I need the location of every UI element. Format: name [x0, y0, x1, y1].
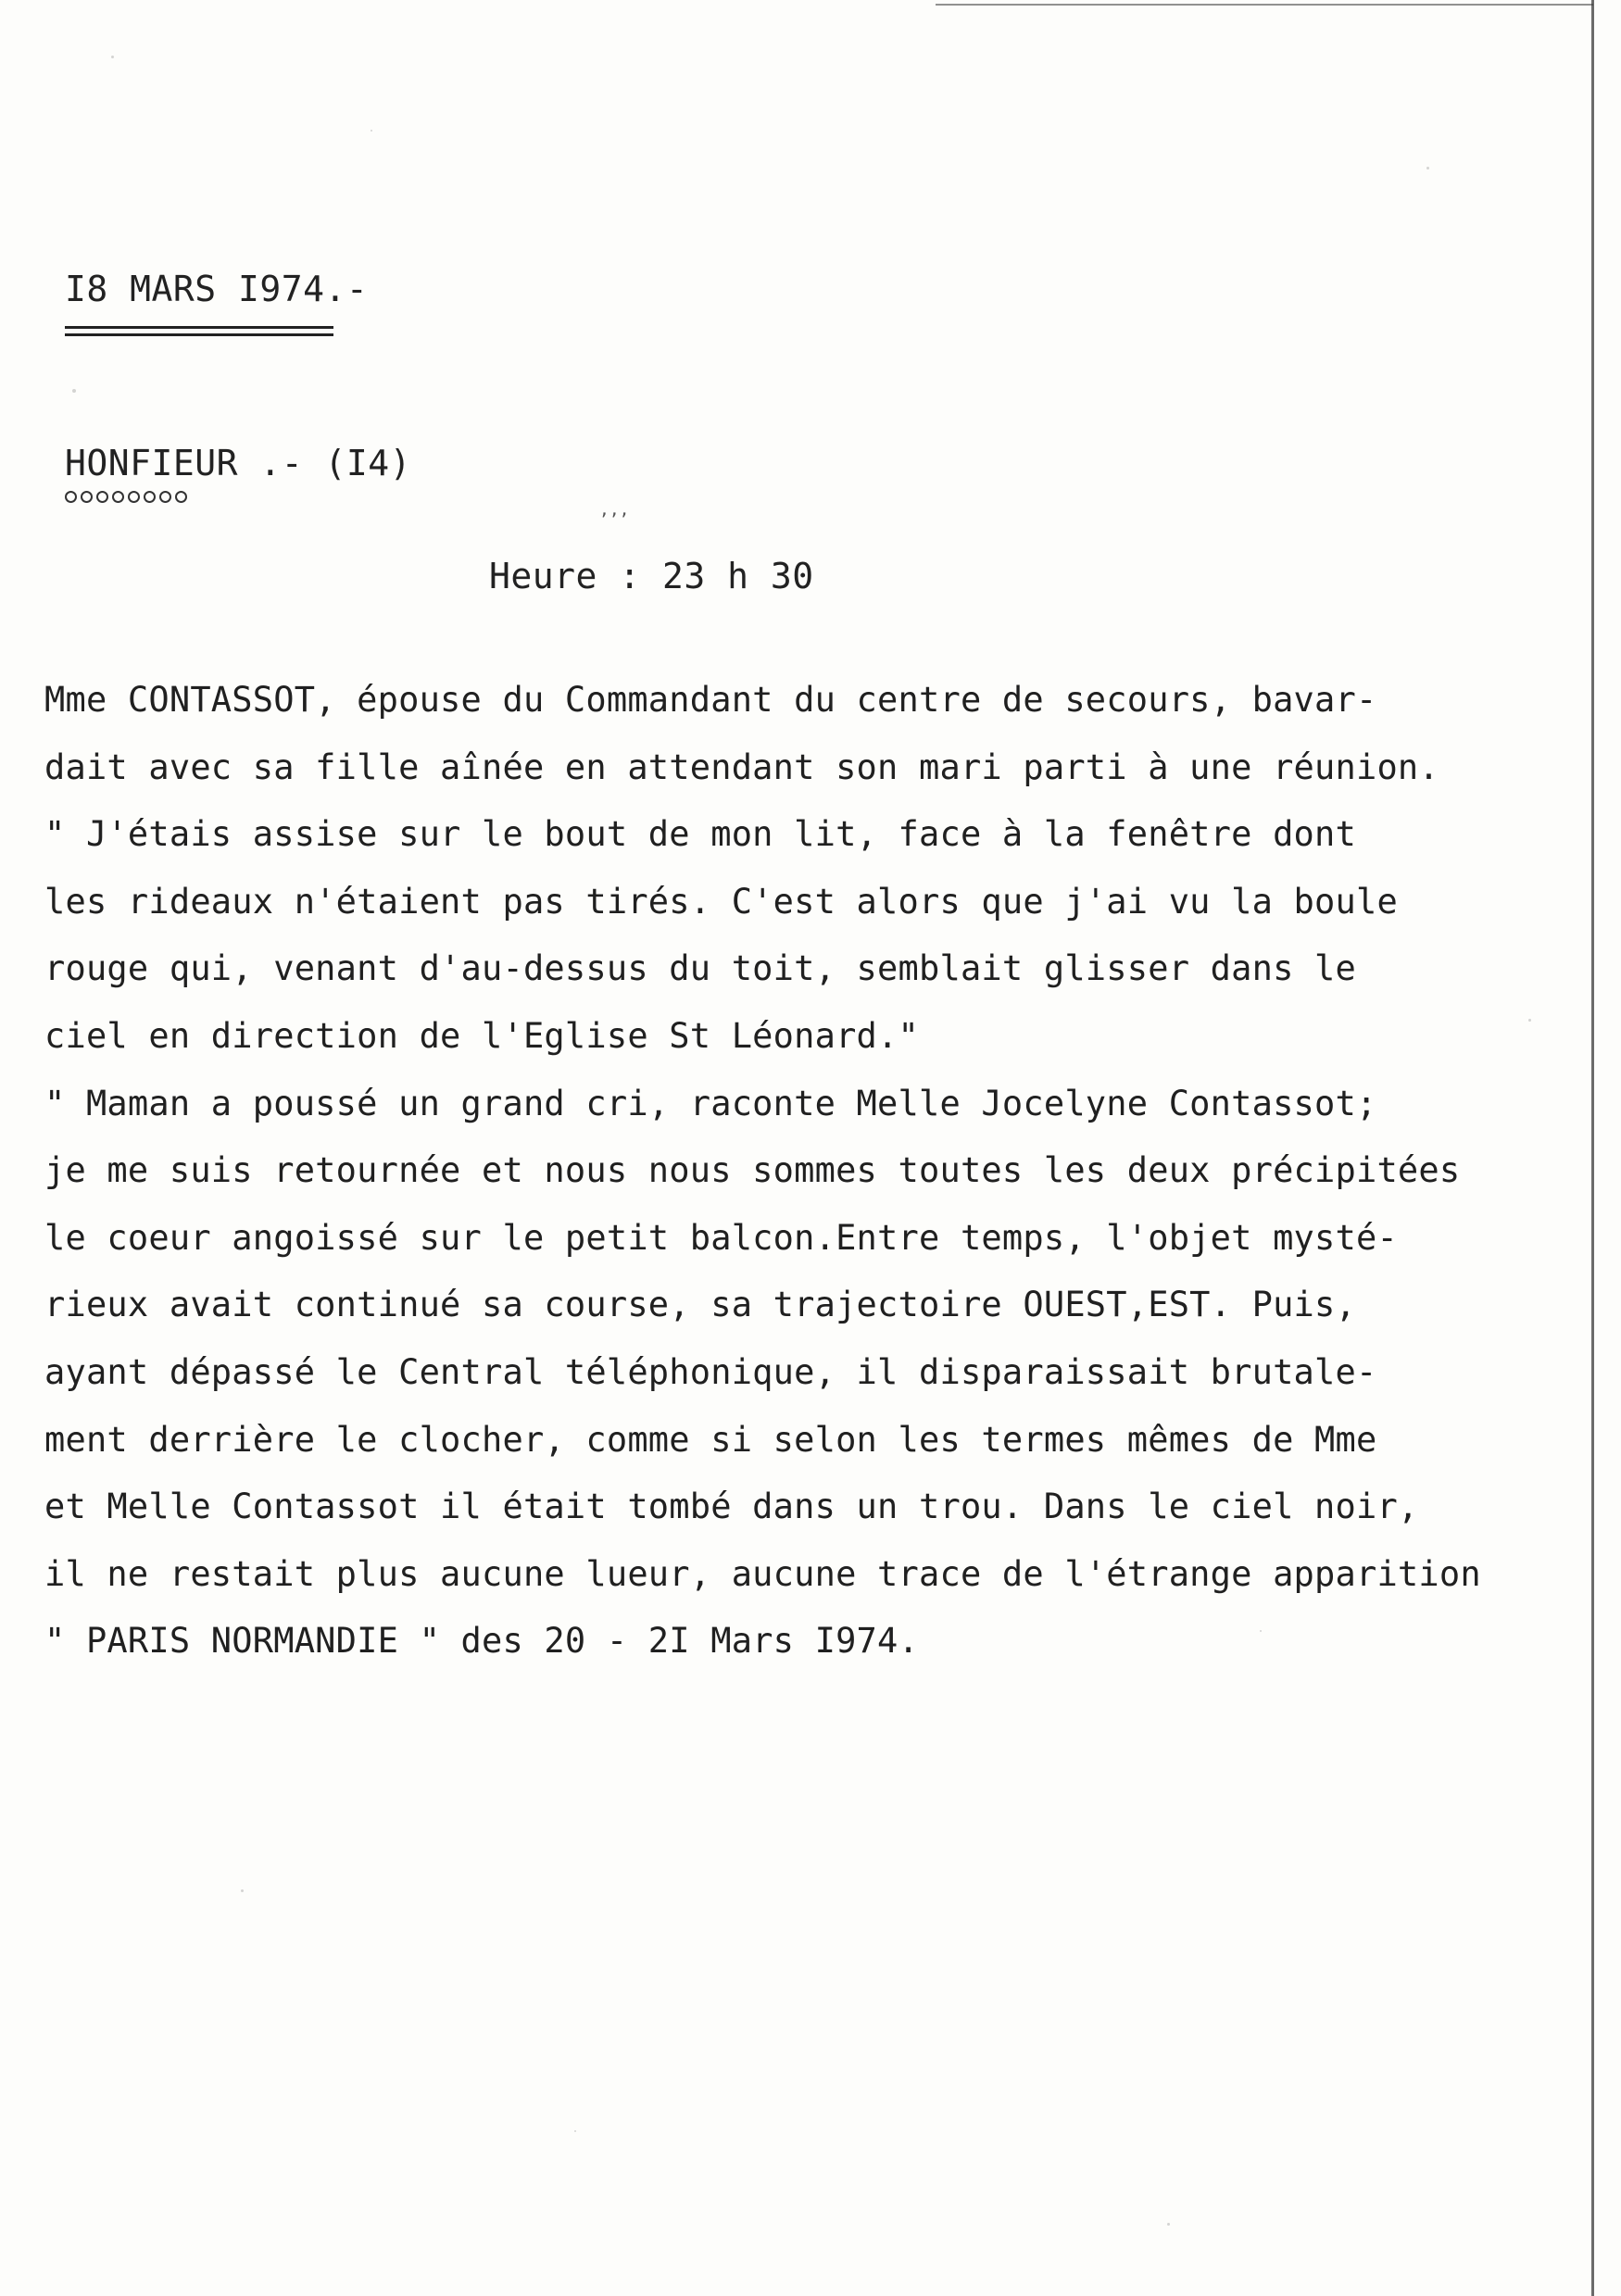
body-line: ment derrière le clocher, comme si selon les termes mêmes de Mme — [44, 1419, 1377, 1460]
date-underline-second — [65, 333, 333, 336]
body-line: Mme CONTASSOT, épouse du Commandant du centre de secours, bavar- — [44, 680, 1377, 720]
scan-speck — [72, 389, 76, 393]
document-place: HONFIEUR .- (I4) — [65, 443, 412, 483]
body-line: ciel en direction de l'Eglise St Léonard." — [44, 1015, 919, 1056]
scan-speck — [241, 1889, 244, 1892]
body-line: dait avec sa fille aînée en attendant son mari parti à une réunion. — [44, 747, 1439, 787]
scan-speck — [1260, 1630, 1262, 1632]
scan-speck — [1426, 167, 1429, 169]
scan-speck — [1528, 1019, 1531, 1022]
body-line: je me suis retournée et nous nous sommes toutes les deux précipitées — [44, 1150, 1461, 1191]
page-right-edge — [1591, 0, 1594, 2296]
scan-speck — [371, 130, 372, 132]
body-line: rouge qui, venant d'au-dessus du toit, semblait glisser dans le — [44, 948, 1356, 989]
date-underline — [65, 326, 333, 329]
body-line: ayant dépassé le Central téléphonique, il disparaissait brutale- — [44, 1351, 1377, 1392]
body-line: les rideaux n'étaient pas tirés. C'est alors que j'ai vu la boule — [44, 881, 1398, 922]
scan-speck — [111, 56, 114, 58]
document-body — [44, 667, 1582, 1675]
body-line: il ne restait plus aucune lueur, aucune trace de l'étrange apparition — [44, 1553, 1481, 1594]
body-line: et Melle Contassot il était tombé dans un trou. Dans le ciel noir, — [44, 1487, 1419, 1527]
document-date: I8 MARS I974.- — [65, 269, 369, 309]
document-hour: Heure : 23 h 30 — [489, 556, 814, 596]
body-line: " PARIS NORMANDIE " des 20 - 2I Mars I974. — [44, 1621, 919, 1662]
body-line: " Maman a poussé un grand cri, raconte Melle Jocelyne Contassot; — [44, 1083, 1377, 1123]
ink-mark: ,,, — [599, 500, 630, 520]
scan-speck — [1167, 2223, 1170, 2226]
body-line: le coeur angoissé sur le petit balcon.Entre temps, l'objet mysté- — [44, 1217, 1398, 1258]
body-line: rieux avait continué sa course, sa trajectoire OUEST,EST. Puis, — [44, 1285, 1356, 1325]
page-top-edge — [936, 4, 1593, 6]
scan-speck — [574, 2130, 576, 2132]
body-line: " J'étais assise sur le bout de mon lit, face à la fenêtre dont — [44, 814, 1356, 855]
place-underline-circles — [65, 491, 187, 503]
